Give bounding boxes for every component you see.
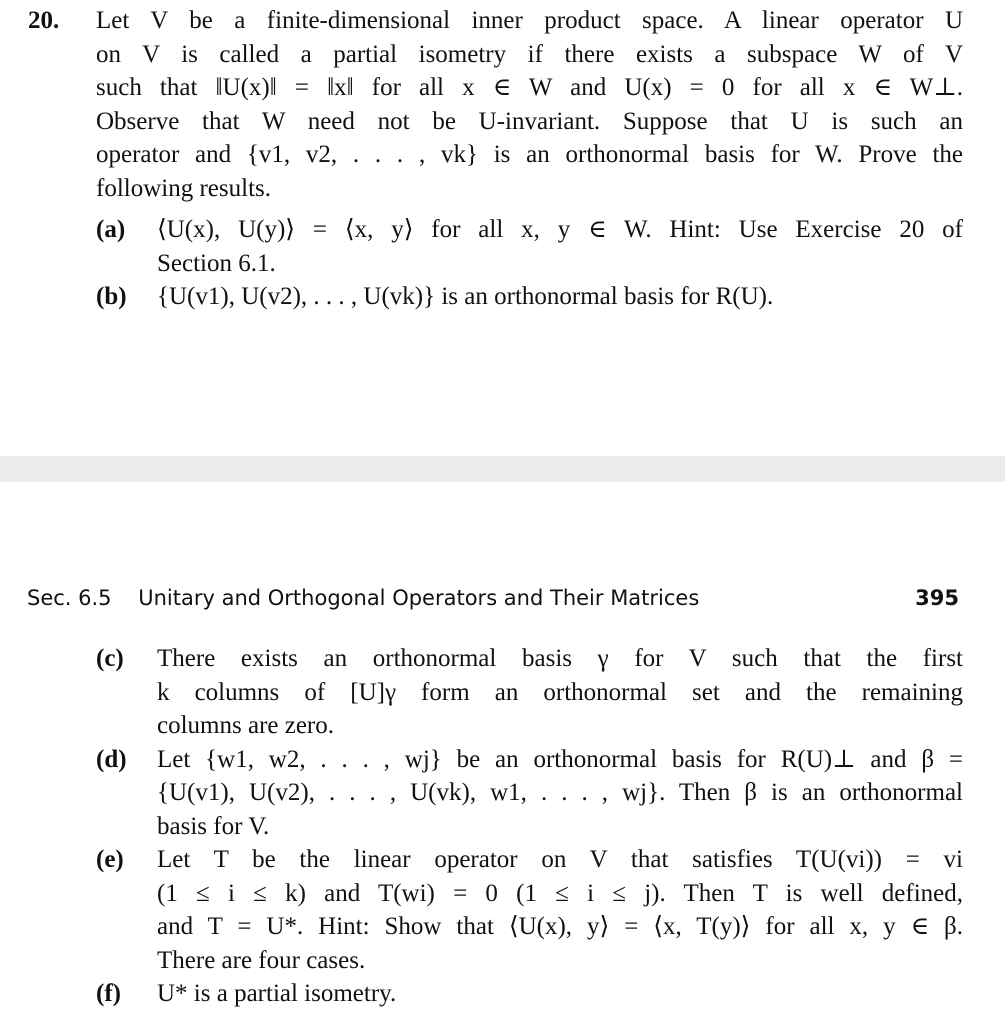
part-line: ⟨U(x), U(y)⟩ = ⟨x, y⟩ for all x, y ∈ W. Hint: Use Exercise 20 of (157, 216, 963, 243)
textbook-page-bottom (0, 482, 1005, 1024)
part-body (157, 977, 963, 1011)
part-line: Let T be the linear operator on V that satisfies T(U(vi)) = vi (157, 846, 963, 873)
part-line: Section 6.1. (157, 249, 276, 277)
intro-line: operator and {v1, v2, . . . , vk} is an orthonormal basis for W. Prove the (96, 141, 963, 168)
part-label: (e) (96, 846, 124, 873)
part-line: and T = U*. Hint: Show that ⟨U(x), y⟩ = ⟨x, T(y)⟩ for all x, y ∈ β. (157, 913, 963, 940)
textbook-page-top (0, 0, 1005, 456)
part-label: (b) (96, 283, 127, 310)
part-label: (a) (96, 216, 126, 243)
part-b (96, 280, 963, 314)
intro-line: on V is called a partial isometry if there exists a subspace W of V (96, 40, 963, 68)
page-separator (0, 456, 1005, 482)
part-label: (c) (96, 645, 124, 672)
intro-line: such that ‖U(x)‖ = ‖x‖ for all x ∈ W and U(x) = 0 for all x ∈ W⊥. (96, 74, 963, 101)
exercise-parts-bottom (28, 642, 963, 1011)
part-body (157, 280, 963, 314)
page-number: 395 (915, 586, 959, 610)
exercise-parts-top (28, 213, 963, 314)
running-head-section: Sec. 6.5 (27, 586, 112, 610)
running-head (27, 584, 959, 612)
intro-line: Observe that W need not be U-invariant. Suppose that U is such an (96, 107, 963, 135)
part-body (157, 843, 963, 977)
part-line: (1 ≤ i ≤ k) and T(wi) = 0 (1 ≤ i ≤ j). Then T is well defined, (157, 879, 963, 907)
part-label: (d) (96, 745, 127, 773)
part-label: (f) (96, 980, 121, 1007)
part-body (157, 642, 963, 743)
part-line: k columns of [U]γ form an orthonormal set and the remaining (157, 678, 963, 706)
exercise-20 (28, 4, 963, 314)
part-a (96, 213, 963, 280)
intro-line: Let V be a finite-dimensional inner product space. A linear operator U (96, 7, 963, 34)
running-head-title: Unitary and Orthogonal Operators and Their Matrices (138, 586, 700, 610)
part-d (96, 743, 963, 844)
exercise-number: 20. (28, 7, 60, 34)
part-line: There exists an orthonormal basis γ for V such that the first (157, 645, 963, 672)
part-c (96, 642, 963, 743)
part-line: There are four cases. (157, 946, 366, 974)
part-body (157, 743, 963, 844)
part-line: Let {w1, w2, . . . , wj} be an orthonormal basis for R(U)⊥ and β = (157, 745, 963, 773)
part-line: columns are zero. (157, 712, 335, 739)
part-e (96, 843, 963, 977)
part-f (96, 977, 963, 1011)
part-line: U* is a partial isometry. (157, 980, 397, 1007)
part-body (157, 213, 963, 280)
intro-line: following results. (96, 174, 271, 202)
part-line: {U(v1), U(v2), . . . , U(vk)} is an orthonormal basis for R(U). (157, 283, 774, 310)
part-line: {U(v1), U(v2), . . . , U(vk), w1, . . . , wj}. Then β is an orthonormal (157, 779, 963, 806)
part-line: basis for V. (157, 812, 270, 840)
exercise-intro (96, 4, 963, 205)
